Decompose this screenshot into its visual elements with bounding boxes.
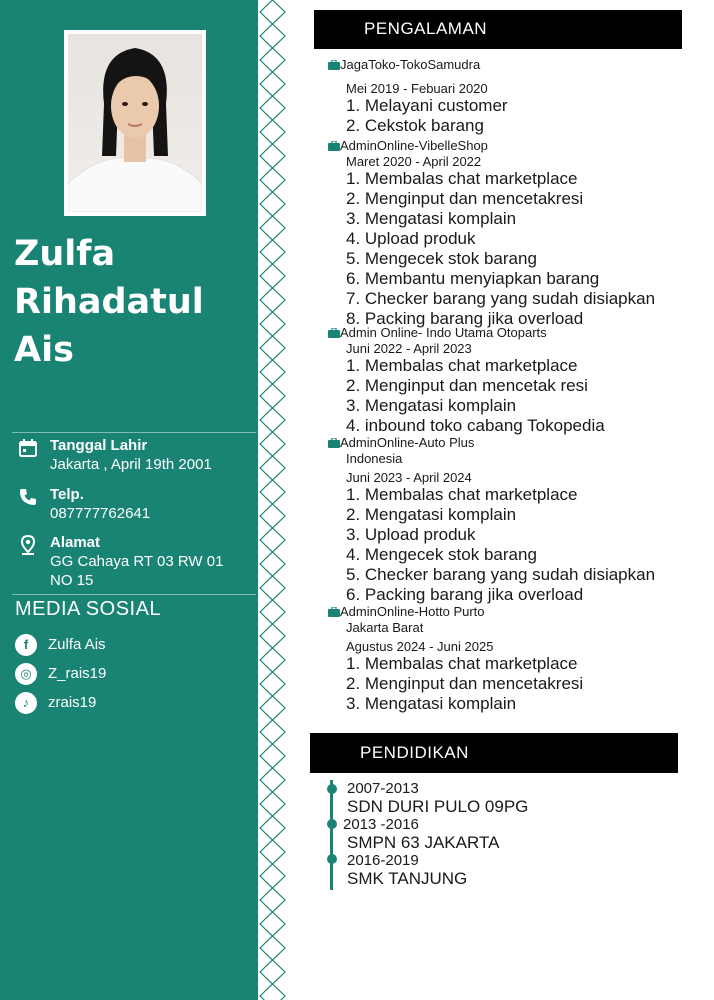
full-name [14, 230, 244, 374]
duty-item: 2. Mengatasi komplain [346, 505, 517, 524]
duty-item: 8. Packing barang jika overload [346, 309, 584, 328]
experience-header [314, 10, 682, 49]
education-header [310, 733, 678, 773]
job-period: Agustus 2024 - Juni 2025 [346, 639, 494, 654]
education-school: SMPN 63 JAKARTA [347, 833, 500, 852]
briefcase-icon [328, 438, 340, 448]
job-entry [326, 138, 696, 329]
lattice-diamond [260, 816, 285, 840]
lattice-diamond [260, 192, 285, 216]
profile-photo-frame [64, 30, 206, 216]
job-period: Juni 2022 - April 2023 [346, 341, 472, 356]
lattice-diamond [260, 600, 285, 624]
instagram-icon: ◎ [15, 663, 37, 685]
education-title: PENDIDIKAN [360, 743, 469, 762]
education-school: SDN DURI PULO 09PG [347, 797, 529, 816]
duty-item: 1. Membalas chat marketplace [346, 356, 578, 375]
briefcase-icon [328, 328, 340, 338]
lattice-diamond [260, 552, 285, 576]
lattice-diamond [260, 648, 285, 672]
experience-title: PENGALAMAN [364, 19, 488, 38]
education-years: 2013 -2016 [343, 816, 419, 833]
duty-item: 3. Upload produk [346, 525, 476, 544]
birth-title: Tanggal Lahir [50, 437, 148, 454]
lattice-diamond [260, 480, 285, 504]
address-info [14, 533, 254, 593]
lattice-diamond [260, 336, 285, 360]
lattice-diamond [260, 624, 285, 648]
job-period: Maret 2020 - April 2022 [346, 154, 482, 169]
lattice-diamond [260, 312, 285, 336]
social-label: Zulfa Ais [48, 636, 106, 653]
lattice-diamond [260, 456, 285, 480]
duty-item: 2. Menginput dan mencetakresi [346, 189, 584, 208]
job-location: Jakarta Barat [346, 620, 424, 635]
job-head [326, 325, 696, 341]
education-timeline [330, 780, 333, 890]
duty-item: 4. Mengecek stok barang [346, 545, 537, 564]
birth-info [14, 436, 254, 476]
lattice-diamond [260, 528, 285, 552]
facebook-icon: f [15, 634, 37, 656]
lattice-diamond [260, 432, 285, 456]
briefcase-icon [328, 60, 340, 70]
lattice-diamond [260, 960, 285, 984]
duty-item: 5. Mengecek stok barang [346, 249, 537, 268]
lattice-diamond [260, 96, 285, 120]
lattice-diamond [260, 72, 285, 96]
sidebar [0, 0, 258, 1000]
lattice-diamond [260, 720, 285, 744]
duty-item: 3. Mengatasi komplain [346, 209, 517, 228]
sidebar-divider [12, 432, 256, 433]
duty-list [346, 485, 714, 605]
lattice-diamond [260, 984, 285, 1000]
timeline-dot [327, 819, 337, 829]
job-head [326, 57, 696, 73]
duty-item: 6. Packing barang jika overload [346, 585, 584, 604]
job-company: JagaToko-TokoSamudra [340, 57, 481, 72]
lattice-diamond [260, 912, 285, 936]
duty-item: 1. Membalas chat marketplace [346, 654, 578, 673]
job-company: AdminOnline-Auto Plus [340, 435, 475, 450]
name-line: Rihadatul [14, 282, 204, 322]
briefcase-icon [328, 141, 340, 151]
duty-item: 6. Membantu menyiapkan barang [346, 269, 600, 288]
lattice-diamond [260, 864, 285, 888]
duty-list [346, 356, 714, 436]
location-pin-icon [18, 535, 38, 555]
education-school: SMK TANJUNG [347, 869, 468, 888]
job-entry [326, 435, 696, 605]
duty-list [346, 96, 714, 136]
name-line: Zulfa [14, 234, 116, 274]
lattice-diamond [260, 576, 285, 600]
duty-item: 2. Menginput dan mencetak resi [346, 376, 588, 395]
address-value: GG Cahaya RT 03 RW 01 NO 15 [50, 553, 224, 589]
lattice-diamond [260, 408, 285, 432]
lattice-diamond [260, 288, 285, 312]
job-head [326, 435, 696, 451]
lattice-diamond [260, 0, 285, 24]
social-label: zrais19 [48, 694, 97, 711]
job-head [326, 604, 696, 620]
lattice-diamond [260, 24, 285, 48]
lattice-diamond [260, 144, 285, 168]
job-entry [326, 325, 696, 436]
name-line: Ais [14, 330, 74, 370]
duty-item: 1. Membalas chat marketplace [346, 485, 578, 504]
duty-list [346, 654, 714, 714]
address-title: Alamat [50, 534, 101, 551]
duty-item: 3. Mengatasi komplain [346, 396, 517, 415]
duty-item: 2. Cekstok barang [346, 116, 484, 135]
lattice-diamond [260, 744, 285, 768]
job-period: Mei 2019 - Febuari 2020 [346, 81, 488, 96]
lattice-diamond [260, 696, 285, 720]
phone-title: Telp. [50, 486, 84, 503]
lattice-diamond [260, 792, 285, 816]
duty-item: 5. Checker barang yang sudah disiapkan [346, 565, 656, 584]
lattice-diamond [260, 48, 285, 72]
job-company: Admin Online- Indo Utama Otoparts [340, 325, 547, 340]
lattice-diamond [260, 384, 285, 408]
lattice-diamond [260, 120, 285, 144]
job-period: Juni 2023 - April 2024 [346, 470, 472, 485]
duty-item: 4. Upload produk [346, 229, 476, 248]
calendar-icon [18, 438, 38, 458]
duty-item: 1. Melayani customer [346, 96, 508, 115]
job-entry [326, 57, 696, 136]
lattice-diamond [260, 768, 285, 792]
lattice-pattern [258, 0, 287, 1000]
tiktok-icon: ♪ [15, 692, 37, 714]
duty-item: 1. Membalas chat marketplace [346, 169, 578, 188]
lattice-diamond [260, 840, 285, 864]
education-years: 2007-2013 [347, 780, 419, 797]
lattice-diamond [260, 216, 285, 240]
job-head [326, 138, 696, 154]
job-company: AdminOnline-VibelleShop [340, 138, 488, 153]
duty-item: 2. Menginput dan mencetakresi [346, 674, 584, 693]
lattice-diamond [260, 504, 285, 528]
lattice-diamond [260, 360, 285, 384]
phone-info [14, 485, 254, 525]
job-location: Indonesia [346, 451, 403, 466]
timeline-dot [327, 854, 337, 864]
duty-item: 3. Mengatasi komplain [346, 694, 517, 713]
phone-value: 087777762641 [50, 505, 151, 522]
lattice-diamond [260, 168, 285, 192]
birth-value: Jakarta , April 19th 2001 [50, 456, 212, 473]
job-entry [326, 604, 696, 714]
profile-photo [68, 34, 202, 212]
duty-item: 7. Checker barang yang sudah disiapkan [346, 289, 656, 308]
sidebar-divider [12, 594, 256, 595]
social-label: Z_rais19 [48, 665, 107, 682]
briefcase-icon [328, 607, 340, 617]
duty-item: 4. inbound toko cabang Tokopedia [346, 416, 605, 435]
education-years: 2016-2019 [347, 852, 419, 869]
lattice-diamond [260, 240, 285, 264]
lattice-diamond [260, 672, 285, 696]
job-company: AdminOnline-Hotto Purto [340, 604, 485, 619]
lattice-diamond [260, 264, 285, 288]
lattice-diamond [260, 888, 285, 912]
media-title: MEDIA SOSIAL [15, 598, 162, 620]
phone-icon [18, 487, 38, 507]
lattice-diamond [260, 936, 285, 960]
duty-list [346, 169, 714, 329]
timeline-dot [327, 784, 337, 794]
